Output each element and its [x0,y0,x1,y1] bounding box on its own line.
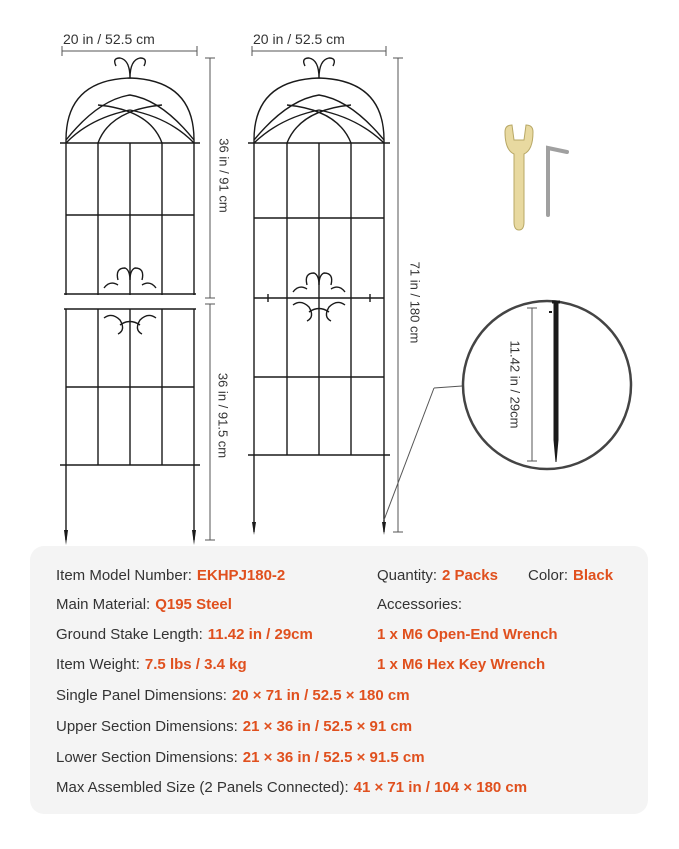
upper-height-label: 36 in / 91 cm [216,138,232,213]
spec-accessories: Accessories: [377,596,463,613]
open-end-wrench-icon [505,125,533,230]
ground-spikes [64,522,386,545]
leader-line [384,386,462,520]
spec-color: Color: Black [528,567,614,584]
spec-material: Main Material: Q195 Steel [56,596,232,613]
spec-quantity: Quantity: 2 Packs [377,567,498,584]
spec-accessory-2: 1 x M6 Hex Key Wrench [377,656,546,673]
spec-lower-section: Lower Section Dimensions: 21 × 36 in / 52.5 × 91.5 cm [56,749,425,766]
spec-max-assembled: Max Assembled Size (2 Panels Connected): 41 × 71 in / 104 × 180 cm [56,779,528,796]
stake-closeup-circle [463,301,631,469]
spec-card [30,546,648,814]
right-height-dimension-line [393,58,403,532]
spec-accessory-1: 1 x M6 Open-End Wrench [377,626,558,643]
spec-single-panel: Single Panel Dimensions: 20 × 71 in / 52.5 × 180 cm [56,687,410,704]
total-height-label: 71 in / 180 cm [407,261,423,344]
left-upper-panel [60,58,200,295]
left-lower-panel [60,309,200,540]
spec-upper-section: Upper Section Dimensions: 21 × 36 in / 52.5 × 91 cm [56,718,413,735]
hex-key-wrench-icon [548,148,567,215]
left-width-dimension-line [62,46,197,56]
right-width-label: 20 in / 52.5 cm [253,31,345,47]
spec-weight: Item Weight: 7.5 lbs / 3.4 kg [56,656,247,673]
left-height-dimension-line [205,58,215,540]
spec-model: Item Model Number: EKHPJ180-2 [56,567,286,584]
left-width-label: 20 in / 52.5 cm [63,31,155,47]
right-assembled-panel [248,58,390,532]
spec-stake-length: Ground Stake Length: 11.42 in / 29cm [56,626,313,643]
right-width-dimension-line [252,46,386,56]
lower-height-label: 36 in / 91.5 cm [215,372,231,459]
stake-length-label: 11.42 in / 29cm [507,340,523,429]
